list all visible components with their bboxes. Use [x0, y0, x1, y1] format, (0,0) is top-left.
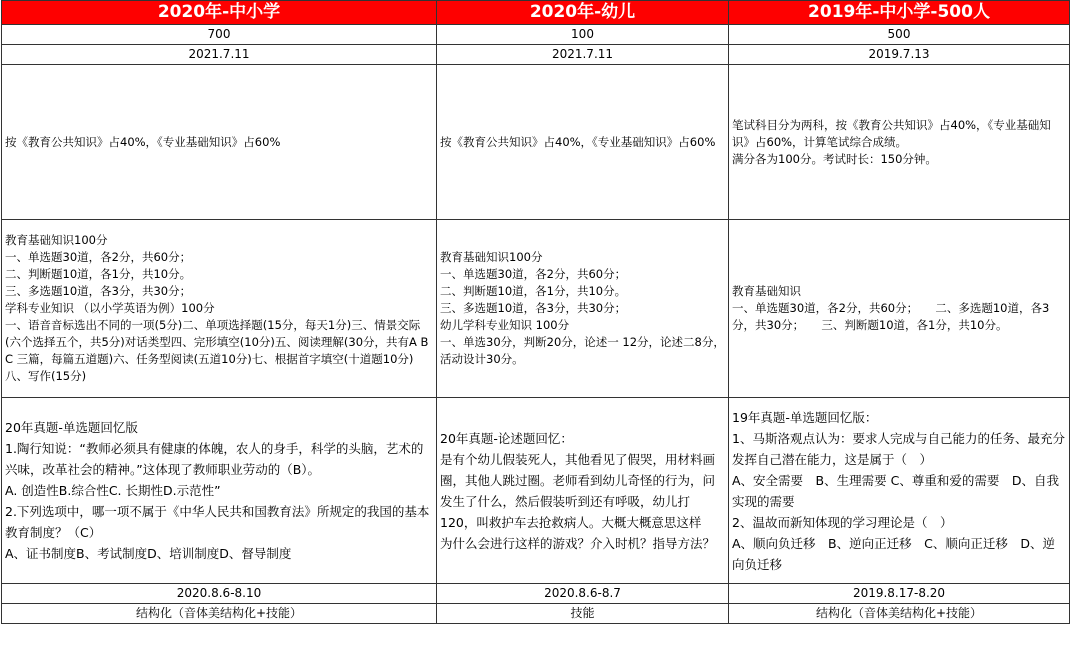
interview-date-cell: 2020.8.6-8.10: [2, 584, 437, 604]
recall-line: 1、马斯洛观点认为：要求人完成与自己能力的任务、最充分发挥自己潜在能力，这是属于（ ）: [732, 430, 1065, 467]
ratio-line: 笔试科目分为两科，按《教育公共知识》占40%，《专业基础知识》占60%，计算笔试综合成绩。: [732, 117, 1051, 149]
structure-line: 学科专业知识 （以小学英语为例）100分: [5, 301, 215, 315]
exam-date-cell: 2021.7.11: [437, 45, 729, 65]
recall-cell: [2, 398, 437, 584]
structure-line: 教育基础知识100分: [440, 250, 543, 264]
interview-form-cell: 技能: [437, 604, 729, 624]
recall-line: 是有个幼儿假装死人，其他看见了假哭，用材料画圈，其他人跳过圈。老师看到幼儿奇怪的行为，问发生了什么，然后假装听到还有呼吸，幼儿打120，叫救护车去抢救病人。大概大概意思这样: [440, 451, 716, 530]
recall-line: 2、温故而新知体现的学习理论是（ ）: [732, 514, 953, 530]
ratio-line: 按《教育公共知识》占40%，《专业基础知识》占60%: [5, 134, 281, 149]
recall-row: [2, 398, 1070, 584]
structure-line: 一、单选题30道，各2分，共60分；: [440, 267, 627, 281]
structure-cell: [437, 220, 729, 398]
ratio-row: [2, 65, 1070, 220]
recall-line: A. 创造性B.综合性C. 长期性D.示范性”: [5, 483, 221, 498]
structure-line: 教育基础知识: [732, 284, 801, 298]
recall-line: 20年真题-单选题回忆版: [5, 420, 138, 435]
column-header: 2020年-中小学: [2, 1, 437, 25]
structure-line: 三、多选题10道，各3分，共30分；: [440, 301, 627, 315]
structure-line: 二、判断题10道，各1分，共10分。: [440, 284, 627, 298]
recall-line: 20年真题-论述题回忆：: [440, 430, 573, 446]
structure-line: 三、多选题10道，各3分，共30分；: [5, 284, 192, 298]
recall-line: A、证书制度B、考试制度D、培训制度D、督导制度: [5, 546, 292, 561]
recall-cell: [437, 398, 729, 584]
ratio-line: 按《教育公共知识》占40%，《专业基础知识》占60%: [440, 134, 716, 149]
structure-line: 二、判断题10道，各1分，共10分。: [5, 267, 192, 281]
structure-cell: [729, 220, 1070, 398]
structure-line: 教育基础知识100分: [5, 233, 108, 247]
recall-line: 2.下列选项中，哪一项不属于《中华人民共和国教育法》所规定的我国的基本教育制度？（C）: [5, 504, 430, 540]
recall-line: 为什么会进行这样的游戏？介入时机？指导方法？: [440, 535, 716, 551]
exam-date-cell: 2019.7.13: [729, 45, 1070, 65]
count-cell: 100: [437, 25, 729, 45]
ratio-cell: [729, 65, 1070, 220]
structure-line: 一、单选题30道，各2分，共60分；: [5, 250, 192, 264]
column-header: 2020年-幼儿: [437, 1, 729, 25]
recall-line: A、安全需要 B、生理需要 C、尊重和爱的需要 D、自我实现的需要: [732, 472, 1059, 509]
exam-date-cell: 2021.7.11: [2, 45, 437, 65]
recall-line: 19年真题-单选题回忆版：: [732, 409, 878, 425]
count-row: [2, 25, 1070, 45]
count-cell: 700: [2, 25, 437, 45]
interview-date-cell: 2020.8.6-8.7: [437, 584, 729, 604]
recall-line: A、顺向负迁移 B、逆向正迁移 C、顺向正迁移 D、逆向负迁移: [732, 535, 1055, 572]
structure-row: [2, 220, 1070, 398]
ratio-cell: [2, 65, 437, 220]
structure-line: 一、单选题30道，各2分，共60分； 二、多选题10道，各3分，共30分； 三、判断题10道，各1分，共10分。: [732, 301, 1050, 332]
exam-date-row: [2, 45, 1070, 65]
interview-form-row: [2, 604, 1070, 624]
count-cell: 500: [729, 25, 1070, 45]
interview-date-row: [2, 584, 1070, 604]
interview-date-cell: 2019.8.17-8.20: [729, 584, 1070, 604]
column-header: 2019年-中小学-500人: [729, 1, 1070, 25]
structure-cell: [2, 220, 437, 398]
interview-form-cell: 结构化（音体美结构化+技能）: [2, 604, 437, 624]
structure-line: 幼儿学科专业知识 100分: [440, 318, 570, 332]
exam-comparison-table: [1, 0, 1070, 624]
structure-line: 一、语音音标选出不同的一项(5分)二、单项选择题(15分，每天1分)三、情景交际(六个选择五个，共5分)对话类型四、完形填空(10分)五、阅读理解(30分，共有A B C 三篇，每篇五道题)六、任务型阅读(五道10分)七、根据首字填空(十道题10分)八、写作(15分): [5, 318, 429, 383]
recall-line: 1.陶行知说：“教师必须具有健康的体魄，农人的身手，科学的头脑，艺术的兴味，改革社会的精神。”这体现了教师职业劳动的（B）。: [5, 441, 424, 477]
structure-line: 一、单选30分，判断20分，论述一 12分，论述二8分，活动设计30分。: [440, 335, 725, 366]
ratio-cell: [437, 65, 729, 220]
header-row: [2, 1, 1070, 25]
interview-form-cell: 结构化（音体美结构化+技能）: [729, 604, 1070, 624]
ratio-line: 满分各为100分。考试时长：150分钟。: [732, 151, 937, 166]
recall-cell: [729, 398, 1070, 584]
